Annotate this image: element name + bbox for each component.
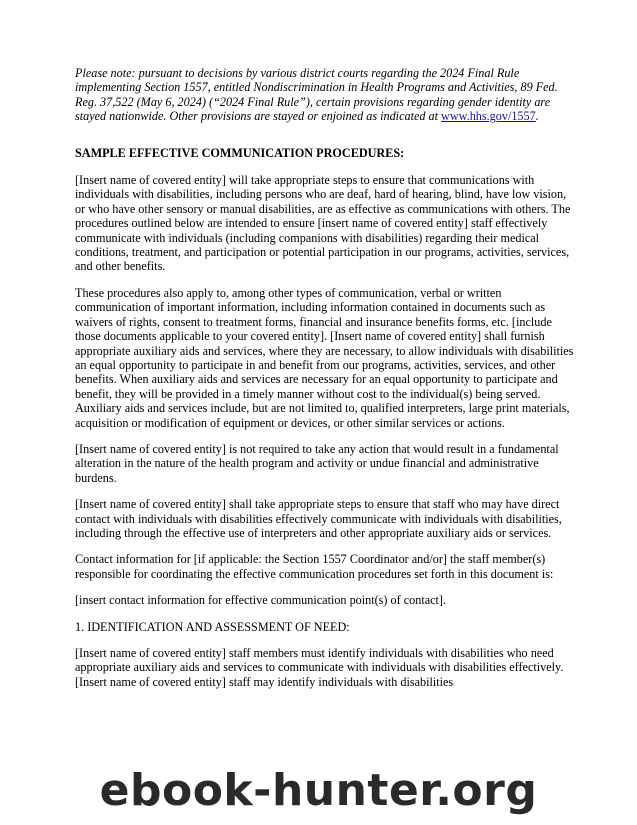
paragraph-contact-placeholder: [insert contact information for effective communication point(s) of contact].: [75, 593, 447, 608]
subsection-heading: 1. IDENTIFICATION AND ASSESSMENT OF NEED:: [75, 619, 350, 634]
paragraph-alteration: [Insert name of covered entity] is not required to take any action that would result in a fundamental alteration in the nature of the health program and activity or undue financial and administrative burdens.: [75, 441, 559, 485]
paragraph-contact: Contact information for [if applicable: the Section 1557 Coordinator and/or] the staff member(s) responsible for coordinating the effective communication procedures set forth in this document is:: [75, 552, 554, 581]
paragraph-staff: [Insert name of covered entity] shall take appropriate steps to ensure that staff who may have direct contact with individuals with disabilities effectively communicate with individuals with disabilities, including through the effective use of interpreters and other appropriate auxiliary aids or services.: [75, 497, 562, 540]
document-page: [75, 66, 575, 689]
paragraph-scope: These procedures also apply to, among other types of communication, verbal or written communication of important information, including information contained in documents such as waivers of rights, consent to treatment forms, financial and insurance benefits forms, etc. [include those documents applicable to your covered entity]. [Insert name of covered entity] shall furnish appropriate auxiliary aids and services, where they are necessary, to allow individuals with disabilities an equal opportunity to participate in and benefit from our programs, activities, services, and other benefits. When auxiliary aids and services are necessary for an equal opportunity to participate and benefit, they will be provided in a timely manner without cost to the individual(s) being served. Auxiliary aids and services include, but are not limited to, qualified interpreters, large print materials, acquisition or modification of equipment or devices, or other similar services or actions.: [75, 285, 574, 430]
watermark: ebook-hunter.org: [99, 765, 538, 816]
paragraph-identification: [Insert name of covered entity] staff members must identify individuals with disabilities who need appropriate auxiliary aids and services to communicate with individuals with disabilities effectively. [Insert name of covered entity] staff may identify individuals with disabilities: [75, 646, 564, 689]
legal-note: [75, 66, 575, 124]
paragraph-intro: [Insert name of covered entity] will take appropriate steps to ensure that communications with individuals with disabilities, including persons who are deaf, hard of hearing, blind, have low vision, or who have other sensory or manual disabilities, are as effective as communications with others. The procedures outlined below are intended to ensure [insert name of covered entity] staff effectively communicate with individuals (including companions with disabilities) regarding their medical conditions, treatment, and participation or potential participation in our programs, activities, services, and other benefits.: [75, 173, 571, 274]
note-text: Please note: pursuant to decisions by various district courts regarding the 2024 Final Rule implementing Section 1557, entitled Nondiscrimination in Health Programs and Activities, 89 Fed. Reg. 37,522 (May 6, 2024) (“2024 Final Rule”), certain provisions regarding gender identity are stayed nationwide. Other provisions are stayed or enjoined as indicated at: [75, 66, 558, 124]
note-end: .: [535, 109, 539, 124]
section-heading: SAMPLE EFFECTIVE COMMUNICATION PROCEDURES:: [75, 145, 405, 160]
hhs-link[interactable]: www.hhs.gov/1557: [441, 109, 536, 124]
